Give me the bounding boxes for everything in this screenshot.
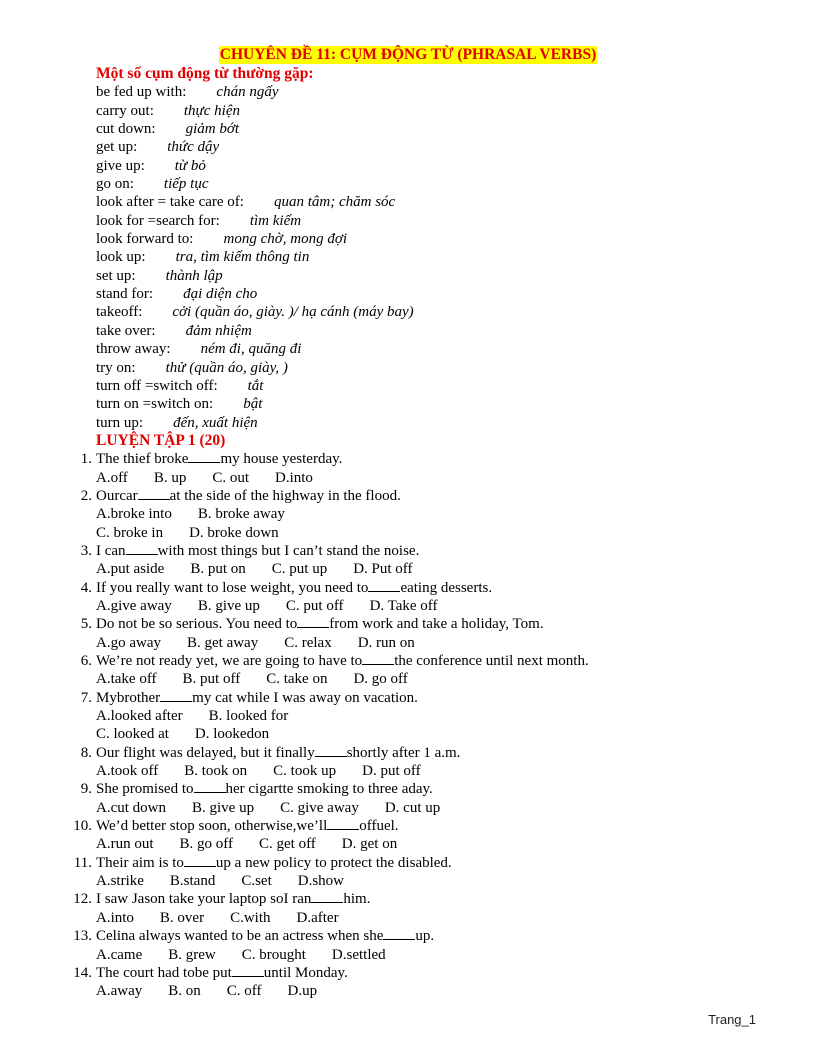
question-text-after: up. (415, 928, 435, 945)
question-number: 8. (80, 744, 92, 761)
answer-option: C. brought (241, 946, 306, 963)
answer-option: B. on (168, 983, 201, 1000)
question-text-before: Our flight was delayed, but it finally (96, 744, 315, 761)
vocab-row (96, 359, 786, 377)
answer-blank (194, 780, 226, 793)
question-text-before: Do not be so serious. You need to (96, 616, 298, 633)
question-number: 14. (73, 964, 92, 981)
vocab-term: look forward to: (96, 231, 194, 248)
answer-option: A.took off (96, 763, 159, 780)
answer-option: C. give away (280, 799, 359, 816)
answer-option: D. Put off (353, 561, 413, 578)
question-item (80, 542, 786, 560)
options-line (96, 469, 786, 487)
vocab-term: look after = take care of: (96, 194, 244, 211)
vocab-row (96, 120, 786, 138)
vocab-row (96, 157, 786, 175)
question-item (80, 652, 786, 670)
answer-option: D. go off (353, 671, 408, 688)
vocab-term: throw away: (96, 341, 171, 358)
answer-blank (362, 652, 394, 665)
question-number: 13. (73, 928, 92, 945)
question-text-before: If you really want to lose weight, you need to (96, 579, 369, 596)
question-item (73, 854, 786, 872)
answer-option: A.looked after (96, 708, 183, 725)
vocab-term: set up: (96, 267, 136, 284)
answer-option: C. took up (273, 763, 337, 780)
question-text-before: Ourcar (96, 487, 138, 504)
answer-option: A.broke into (96, 506, 172, 523)
options-line (96, 634, 786, 652)
question-number: 2. (80, 487, 92, 504)
vocab-meaning: tắt (247, 377, 264, 394)
question-text-after: the conference until next month. (394, 653, 589, 669)
answer-option: D. run on (357, 634, 415, 651)
answer-option: B. give up (192, 799, 255, 816)
vocab-list (96, 83, 786, 432)
answer-option: B. put on (190, 561, 246, 578)
answer-option: A.cut down (96, 799, 166, 816)
vocab-row (96, 212, 786, 230)
question-text-after: from work and take a holiday, Tom. (329, 616, 544, 633)
answer-option: A.take off (96, 671, 157, 688)
vocab-meaning: đảm nhiệm (185, 322, 252, 339)
question-number: 10. (73, 818, 92, 835)
answer-option: D.show (297, 873, 345, 890)
answer-blank (315, 744, 347, 757)
question-text-after: my cat while I was away on vacation. (192, 689, 418, 706)
answer-blank (188, 450, 220, 463)
answer-blank (160, 689, 192, 702)
vocab-meaning: tìm kiếm (249, 212, 302, 229)
vocab-meaning: từ bỏ (174, 157, 206, 174)
question-text-after: up a new policy to protect the disabled. (215, 854, 452, 871)
answer-blank (311, 890, 343, 903)
options-line (96, 982, 786, 1000)
answer-option: B. took on (184, 763, 248, 780)
question-number: 5. (80, 616, 92, 633)
question-text-before: She promised to (96, 781, 194, 798)
vocab-term: be fed up with: (96, 84, 187, 101)
vocab-row (96, 267, 786, 285)
answer-option: B. grew (168, 946, 216, 963)
question-text-before: The court had tobe put (96, 964, 232, 981)
answer-option: D.after (296, 909, 339, 926)
question-text-before: Celina always wanted to be an actress when she (96, 928, 384, 945)
vocab-meaning: đại diện cho (183, 286, 258, 303)
question-text-after: her cigartte smoking to three aday. (225, 781, 433, 798)
vocab-meaning: ném đi, quăng đi (200, 341, 302, 358)
vocab-meaning: thử (quần áo, giày, ) (165, 359, 288, 376)
question-text-after: offuel. (359, 818, 399, 835)
answer-option: D.settled (331, 946, 386, 963)
vocab-meaning: thành lập (165, 267, 223, 284)
answer-option: C. relax (284, 634, 332, 651)
answer-option: D. get on (341, 836, 398, 853)
question-text-after: with most things but I can’t stand the noise. (157, 542, 420, 559)
vocab-meaning: bật (243, 396, 263, 413)
answer-blank (126, 542, 158, 555)
options-line (96, 946, 786, 964)
vocab-term: carry out: (96, 102, 154, 119)
vocab-row (96, 102, 786, 120)
answer-blank (368, 579, 400, 592)
vocab-term: stand for: (96, 286, 154, 303)
vocab-meaning: thức dậy (167, 139, 220, 156)
vocab-meaning: cởi (quần áo, giày. )/ hạ cánh (máy bay) (172, 304, 414, 321)
answer-option: B. give up (197, 597, 260, 614)
options-line (96, 909, 786, 927)
question-text-before: I can (96, 542, 126, 559)
answer-option: A.put aside (96, 561, 165, 578)
vocab-term: give up: (96, 157, 145, 174)
question-item (80, 579, 786, 597)
answer-option: C.with (230, 909, 271, 926)
vocab-row (96, 340, 786, 358)
vocab-heading: Một số cụm động từ thường gặp: (96, 65, 314, 82)
document-title: CHUYÊN ĐỀ 11: CỤM ĐỘNG TỪ (PHRASAL VERBS) (219, 46, 597, 63)
question-number: 4. (80, 579, 92, 596)
answer-option: D.into (275, 469, 313, 486)
vocab-meaning: tra, tìm kiếm thông tin (175, 249, 310, 266)
answer-option: B. broke away (197, 506, 285, 523)
options-line (96, 597, 786, 615)
answer-blank (184, 854, 216, 867)
vocab-row (96, 248, 786, 266)
vocab-term: takeoff: (96, 304, 143, 321)
vocab-meaning: đến, xuất hiện (173, 414, 258, 431)
question-list (73, 450, 786, 1000)
question-number: 12. (73, 891, 92, 908)
question-item (73, 817, 786, 835)
question-item (80, 744, 786, 762)
options-line (96, 707, 786, 725)
vocab-row (96, 285, 786, 303)
vocab-row (96, 175, 786, 193)
question-item (80, 487, 786, 505)
answer-option: D. lookedon (194, 726, 270, 743)
vocab-term: turn off =switch off: (96, 377, 218, 394)
vocab-meaning: tiếp tục (163, 176, 209, 193)
options-line (96, 560, 786, 578)
answer-option: C. out (212, 469, 250, 486)
answer-option: B. go off (179, 836, 233, 853)
vocab-meaning: chán ngấy (216, 84, 279, 101)
answer-option: C. get off (258, 836, 316, 853)
practice-heading: LUYỆN TẬP 1 (20) (96, 431, 226, 449)
answer-option: C. put off (285, 597, 344, 614)
answer-option: B.stand (169, 873, 216, 890)
vocab-term: look up: (96, 249, 146, 266)
answer-option: D. cut up (384, 799, 441, 816)
question-text-before: The thief broke (96, 451, 189, 468)
answer-option: D. Take off (369, 597, 438, 614)
answer-option: B. looked for (208, 708, 289, 725)
question-item (80, 450, 786, 468)
vocab-term: look for =search for: (96, 212, 220, 229)
answer-option: C.set (241, 873, 272, 890)
answer-blank (327, 817, 359, 830)
answer-option: D.up (287, 983, 318, 1000)
document-body (73, 65, 786, 1001)
vocab-row (96, 414, 786, 432)
vocab-row (96, 377, 786, 395)
title-container (0, 46, 816, 64)
options-line (96, 872, 786, 890)
question-text-after: my house yesterday. (220, 451, 343, 468)
answer-blank (138, 487, 170, 500)
vocab-meaning: giảm bớt (185, 121, 240, 138)
vocab-row (96, 395, 786, 413)
options-line (96, 762, 786, 780)
question-text-after: at the side of the highway in the flood. (169, 487, 401, 504)
question-number: 7. (80, 689, 92, 706)
question-number: 11. (73, 854, 92, 871)
question-text-after: eating desserts. (400, 579, 493, 596)
question-text-after: until Monday. (263, 964, 348, 981)
question-number: 3. (80, 542, 92, 559)
vocab-meaning: mong chờ, mong đợi (223, 231, 347, 248)
vocab-row (96, 83, 786, 101)
answer-option: A.go away (96, 634, 161, 651)
answer-option: C. broke in (96, 524, 164, 541)
question-text-after: him. (343, 891, 371, 908)
answer-option: B. put off (182, 671, 241, 688)
answer-option: A.give away (96, 597, 172, 614)
answer-option: B. up (153, 469, 187, 486)
vocab-term: try on: (96, 359, 136, 376)
question-text-before: We’re not ready yet, we are going to have to (96, 653, 363, 669)
question-text-after: shortly after 1 a.m. (346, 744, 461, 761)
question-number: 1. (80, 451, 92, 468)
question-text-before: I saw Jason take your laptop soI ran (96, 891, 312, 908)
question-text-before: Mybrother (96, 689, 161, 706)
answer-option: A.run out (96, 836, 154, 853)
answer-option: C. take on (266, 671, 328, 688)
answer-blank (232, 964, 264, 977)
question-item (73, 927, 786, 945)
question-item (73, 964, 786, 982)
vocab-row (96, 138, 786, 156)
question-text-before: We’d better stop soon, otherwise,we’ll (96, 818, 328, 835)
options-line (96, 670, 786, 688)
question-item (80, 780, 786, 798)
question-item (80, 689, 786, 707)
options-line (96, 505, 786, 523)
question-text-before: Their aim is to (96, 854, 184, 871)
answer-option: D. broke down (189, 524, 279, 541)
vocab-meaning: thực hiện (183, 102, 240, 119)
vocab-term: go on: (96, 176, 134, 193)
answer-option: C. looked at (96, 726, 169, 743)
options-line (96, 524, 786, 542)
answer-option: A.came (96, 946, 143, 963)
answer-blank (383, 927, 415, 940)
question-item (73, 890, 786, 908)
vocab-term: cut down: (96, 121, 156, 138)
question-item (80, 615, 786, 633)
options-line (96, 725, 786, 743)
vocab-row (96, 322, 786, 340)
question-number: 6. (80, 653, 92, 669)
vocab-term: take over: (96, 322, 156, 339)
answer-option: A.into (96, 909, 134, 926)
answer-option: A.away (96, 983, 143, 1000)
vocab-row (96, 230, 786, 248)
answer-option: A.off (96, 469, 128, 486)
options-line (96, 799, 786, 817)
options-line (96, 835, 786, 853)
answer-option: C. off (226, 983, 262, 1000)
answer-blank (297, 615, 329, 628)
vocab-row (96, 193, 786, 211)
vocab-meaning: quan tâm; chăm sóc (273, 194, 396, 211)
question-number: 9. (80, 781, 92, 798)
vocab-term: get up: (96, 139, 138, 156)
vocab-term: turn on =switch on: (96, 396, 214, 413)
answer-option: A.strike (96, 873, 144, 890)
vocab-term: turn up: (96, 414, 144, 431)
answer-option: B. over (159, 909, 205, 926)
answer-option: B. get away (186, 634, 259, 651)
answer-option: C. put up (271, 561, 328, 578)
page-number: Trang_1 (708, 1012, 756, 1027)
answer-option: D. put off (362, 763, 421, 780)
vocab-row (96, 303, 786, 321)
